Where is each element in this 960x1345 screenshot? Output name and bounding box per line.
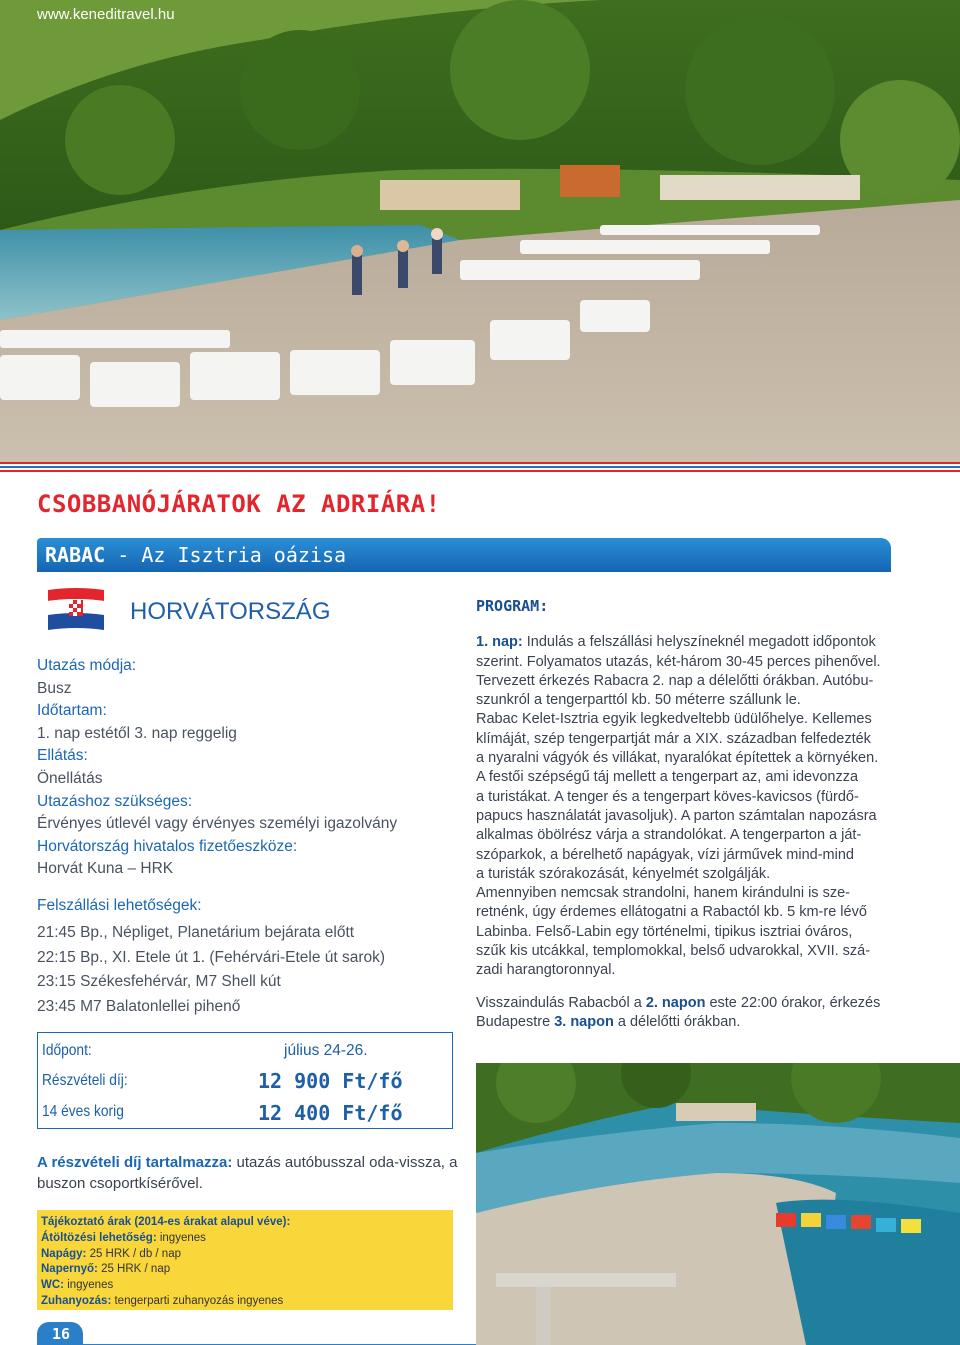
tip-line: [41, 1247, 449, 1263]
beach-illustration: [0, 0, 960, 462]
country-name: HORVÁTORSZÁG: [130, 598, 331, 625]
program-section: [476, 597, 894, 1032]
harbor-photo: [476, 1063, 960, 1345]
subtitle-bar: [37, 538, 891, 572]
price-includes: [37, 1152, 467, 1194]
program-line: szóparkok, a bérelhető napágyak, vízi járművek mind-mind: [476, 846, 854, 863]
tip-label: WC:: [41, 1279, 64, 1292]
website-url[interactable]: www.keneditravel.hu: [37, 6, 175, 23]
tip-label: Tájékoztató árak (2014-es árakat alapul véve):: [41, 1216, 291, 1228]
program-line: a turistákat. A tenger és a tengerpart köves-kavicsos (fürdő-: [476, 788, 859, 805]
info-label: Utazáshoz szükséges:: [37, 792, 193, 810]
return-line-2: [476, 1013, 894, 1032]
departure-item: 23:15 Székesfehérvár, M7 Shell kút: [37, 973, 281, 990]
info-label: Utazás módja:: [37, 657, 137, 674]
info-label: Horvátország hivatalos fizetőeszköze:: [37, 837, 298, 855]
tip-label: Napernyő:: [41, 1263, 98, 1276]
hero-beach-photo: [0, 0, 960, 462]
fee-label: Részvételi díj:: [42, 1072, 128, 1089]
tip-line: [41, 1262, 449, 1278]
program-line: [476, 633, 894, 652]
program-line: Tervezett érkezés Rabacra 2. nap a délelőtti órákban. Autóbu-: [476, 672, 874, 689]
return-text: Budapestre: [476, 1013, 555, 1030]
program-line: papucs használatát javasoljuk). A parton számtalan napozásra: [476, 807, 877, 824]
subtitle-rest: - Az Isztria oázisa: [105, 543, 347, 567]
return-text: a délelőtti órákban.: [613, 1013, 741, 1030]
info-value: Horvát Kuna – HRK: [37, 860, 174, 878]
return-day: 2. napon: [645, 994, 706, 1011]
tip-line: [41, 1215, 449, 1231]
info-value: Érvényes útlevél vagy érvényes személyi igazolvány: [37, 815, 398, 833]
program-line: A festői szépségű táj mellett a tengerpart az, ami idevonzza: [476, 769, 859, 786]
program-line: szűk kis utcákkal, templomokkal, belső udvarokkal, XVII. szá-: [476, 943, 871, 960]
tip-value: 25 HRK / nap: [97, 1263, 171, 1276]
tip-value: ingyenes: [64, 1279, 114, 1292]
tip-line: [41, 1231, 449, 1247]
age-label: 14 éves korig: [42, 1103, 124, 1120]
info-value: Busz: [37, 679, 72, 697]
return-text: este 22:00 órakor, érkezés: [705, 994, 881, 1011]
tip-value: 25 HRK / db / nap: [86, 1247, 181, 1260]
program-line: Labinba. Felső-Labin egy történelmi, tipikus isztriai óváros,: [476, 923, 853, 940]
croatia-flag-icon: [44, 586, 108, 634]
arrival-day: 3. napon: [554, 1013, 614, 1030]
price-box: [37, 1032, 453, 1129]
program-line: klímáját, szép tengerpartját már a XIX. században felfedezték: [476, 730, 871, 747]
tip-value: ingyenes: [156, 1231, 206, 1244]
date-label: Időpont:: [42, 1042, 92, 1059]
return-line-1: [476, 994, 894, 1013]
departure-item: 23:45 M7 Balatonlellei pihenő: [37, 997, 241, 1015]
tip-label: Átöltözési lehetőség:: [41, 1231, 157, 1244]
program-line: szunkról a tengerparttól kb. 50 méterre szállunk le.: [476, 692, 801, 709]
program-text: Indulás a felszállási helyszíneknél megadott időpontok: [522, 634, 876, 651]
fee-value: 12 900 Ft/fő: [258, 1069, 403, 1093]
departure-item: 22:15 Bp., XI. Etele út 1. (Fehérvári-Etele út sarok): [37, 948, 386, 966]
trip-info-list: [37, 655, 437, 881]
departure-points: [37, 897, 385, 1019]
age-price-value: 12 400 Ft/fő: [258, 1101, 403, 1125]
program-line: Rabac Kelet-Isztria egyik legkedveltebb üdülőhelye. Kellemes: [476, 711, 872, 728]
info-label: Időtartam:: [37, 702, 107, 720]
page-title: CSOBBANÓJÁRATOK AZ ADRIÁRA!: [37, 490, 441, 518]
date-value: július 24-26.: [284, 1042, 368, 1059]
info-value: Önellátás: [37, 769, 103, 787]
departure-item: 21:45 Bp., Népliget, Planetárium bejárata előtt: [37, 924, 355, 941]
includes-label: A részvételi díj tartalmazza:: [37, 1154, 233, 1171]
program-line: a nyaralni vágyók és villákat, nyaralókat építettek a környéken.: [476, 750, 879, 767]
subtitle-text: [45, 543, 346, 567]
tip-label: Napágy:: [41, 1247, 87, 1260]
tip-line: [41, 1294, 449, 1310]
tip-label: Zuhanyozás:: [41, 1294, 112, 1307]
info-label: Ellátás:: [37, 747, 88, 765]
subtitle-bold: RABAC: [45, 543, 106, 567]
info-prices-box: [37, 1210, 453, 1310]
flag-stripes-divider: [0, 462, 960, 472]
tip-value: tengerparti zuhanyozás ingyenes: [111, 1294, 284, 1307]
program-line: retnénk, úgy érdemes ellátogatni a Rabactól kb. 5 km-re lévő: [476, 904, 867, 921]
day1-label: 1. nap:: [476, 634, 523, 651]
includes-text: utazás autóbusszal oda-vissza, a buszon csoportkísérővel.: [37, 1154, 458, 1192]
program-line: szerint. Folyamatos utazás, két-három 30-45 perces pihenővel.: [476, 653, 881, 670]
departure-label: Felszállási lehetőségek:: [37, 897, 202, 914]
page-number-tab: [37, 1322, 83, 1345]
page-number: 16: [52, 1325, 71, 1343]
program-line: a turisták szórakozását, kényelmét szolgálják.: [476, 865, 771, 882]
harbor-illustration: [476, 1063, 960, 1345]
info-value: 1. nap estétől 3. nap reggelig: [37, 724, 237, 742]
tip-line: [41, 1278, 449, 1294]
return-text: Visszaindulás Rabacból a: [476, 994, 646, 1011]
program-line: alkalmas öbölrész várja a strandolókat. A tengerparton a ját-: [476, 827, 862, 844]
program-line: zadi harangtoronnyal.: [476, 962, 616, 979]
program-line: Amennyiben nemcsak strandolni, hanem kirándulni is sze-: [476, 885, 850, 902]
program-heading: PROGRAM:: [476, 597, 549, 615]
